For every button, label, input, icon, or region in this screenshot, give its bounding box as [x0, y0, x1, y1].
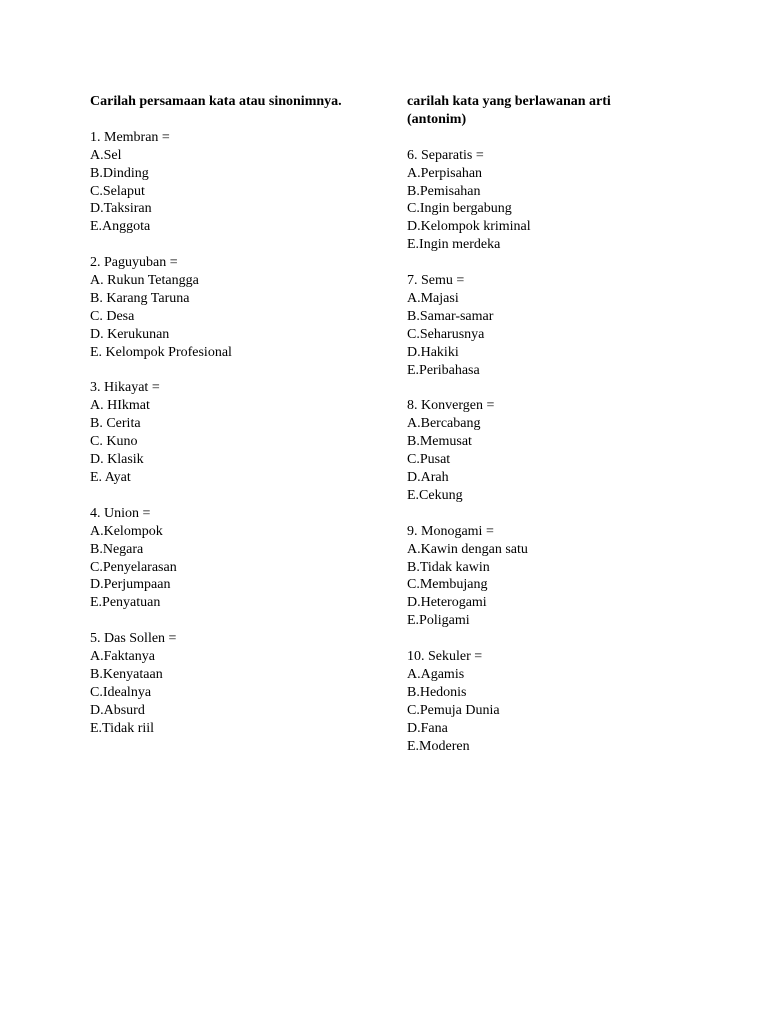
- option-e: E.Ingin merdeka: [407, 237, 501, 253]
- option-b: B.Samar-samar: [407, 308, 494, 324]
- option-c: C.Ingin bergabung: [407, 201, 512, 217]
- question-title: 5. Das Sollen =: [90, 631, 177, 647]
- option-e: E.Peribahasa: [407, 362, 480, 378]
- option-a: A.Faktanya: [90, 649, 155, 665]
- option-a: A.Kawin dengan satu: [407, 541, 528, 557]
- option-d: D.Kelompok kriminal: [407, 219, 531, 235]
- option-a: A. Rukun Tetangga: [90, 273, 199, 289]
- heading-line: Carilah persamaan kata atau sinonimnya.: [90, 94, 342, 109]
- option-b: B.Kenyataan: [90, 666, 163, 682]
- option-a: A.Majasi: [407, 290, 459, 306]
- question-title: 4. Union =: [90, 505, 151, 521]
- option-c: C.Seharusnya: [407, 326, 485, 342]
- option-d: D.Heterogami: [407, 595, 487, 611]
- question-title: 10. Sekuler =: [407, 649, 483, 665]
- question-1: [90, 129, 380, 236]
- option-e: E.Anggota: [90, 219, 151, 235]
- option-b: B.Hedonis: [407, 684, 467, 700]
- question-5: [90, 630, 380, 737]
- question-10: [407, 648, 677, 755]
- synonym-section: [90, 93, 380, 738]
- antonym-section: [407, 93, 677, 755]
- option-d: D.Arah: [407, 469, 449, 485]
- question-9: [407, 523, 677, 630]
- option-b: B.Pemisahan: [407, 183, 481, 199]
- option-e: E. Ayat: [90, 469, 131, 485]
- option-d: D.Taksiran: [90, 201, 152, 217]
- option-d: D.Hakiki: [407, 344, 459, 360]
- option-e: E. Kelompok Profesional: [90, 344, 232, 360]
- option-c: C.Pusat: [407, 452, 451, 468]
- option-c: C.Idealnya: [90, 684, 152, 700]
- section-heading: [407, 93, 677, 129]
- option-a: A.Bercabang: [407, 416, 481, 432]
- option-b: B.Negara: [90, 541, 144, 557]
- option-b: B. Cerita: [90, 416, 141, 432]
- question-title: 8. Konvergen =: [407, 398, 495, 414]
- question-title: 9. Monogami =: [407, 523, 494, 539]
- option-d: D.Perjumpaan: [90, 577, 171, 593]
- option-c: C.Penyelarasan: [90, 559, 177, 575]
- question-title: 3. Hikayat =: [90, 380, 160, 396]
- question-8: [407, 397, 677, 504]
- question-6: [407, 147, 677, 254]
- option-c: C.Membujang: [407, 577, 488, 593]
- question-title: 6. Separatis =: [407, 147, 484, 163]
- option-a: A.Kelompok: [90, 523, 163, 539]
- option-a: A. HIkmat: [90, 398, 150, 414]
- option-d: D. Klasik: [90, 452, 144, 468]
- section-heading: [90, 93, 380, 111]
- option-e: E.Moderen: [407, 738, 470, 754]
- option-e: E.Tidak riil: [90, 720, 155, 736]
- option-c: C. Desa: [90, 308, 135, 324]
- option-a: A.Perpisahan: [407, 165, 483, 181]
- question-2: [90, 254, 380, 361]
- question-title: 1. Membran =: [90, 129, 170, 145]
- option-b: B.Dinding: [90, 165, 149, 181]
- option-a: A.Agamis: [407, 666, 465, 682]
- option-e: E.Penyatuan: [90, 595, 161, 611]
- option-c: C. Kuno: [90, 434, 138, 450]
- question-3: [90, 379, 380, 486]
- option-d: D. Kerukunan: [90, 326, 170, 342]
- option-c: C.Selaput: [90, 183, 145, 199]
- option-b: B.Tidak kawin: [407, 559, 490, 575]
- option-b: B.Memusat: [407, 434, 472, 450]
- question-title: 2. Paguyuban =: [90, 255, 178, 271]
- option-d: D.Absurd: [90, 702, 145, 718]
- question-4: [90, 505, 380, 612]
- heading-line: (antonim): [407, 111, 467, 127]
- question-title: 7. Semu =: [407, 273, 465, 289]
- option-c: C.Pemuja Dunia: [407, 702, 500, 718]
- option-b: B. Karang Taruna: [90, 290, 190, 306]
- option-e: E.Poligami: [407, 613, 470, 629]
- option-d: D.Fana: [407, 720, 448, 736]
- question-7: [407, 272, 677, 379]
- option-e: E.Cekung: [407, 487, 463, 503]
- option-a: A.Sel: [90, 147, 122, 163]
- heading-line: carilah kata yang berlawanan arti: [407, 94, 611, 109]
